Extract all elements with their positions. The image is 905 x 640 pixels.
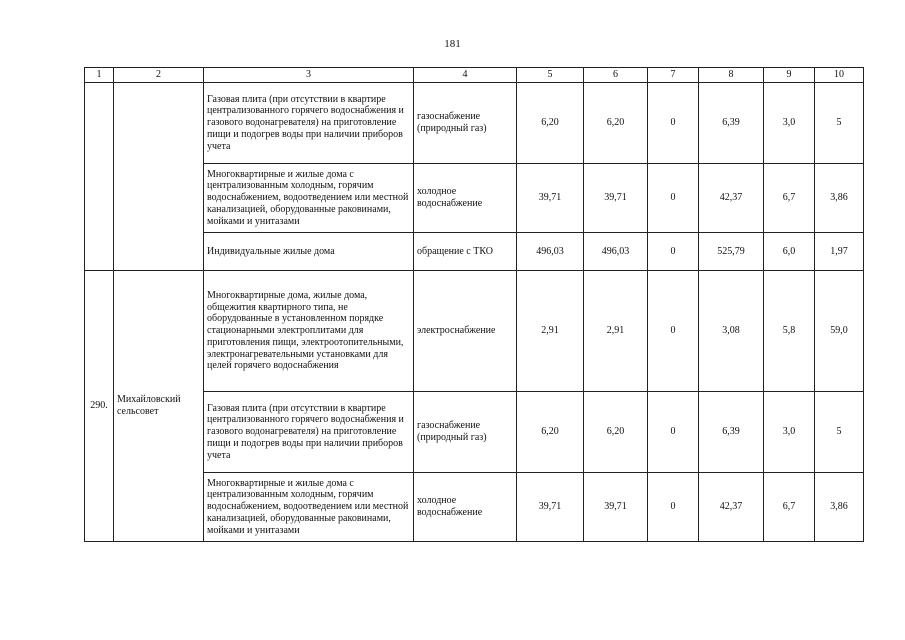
header-cell: 10	[815, 68, 864, 83]
header-cell: 9	[764, 68, 815, 83]
value-cell: 3,0	[764, 392, 815, 473]
service-cell: электроснабжение	[414, 271, 517, 392]
header-cell: 5	[517, 68, 584, 83]
value-cell: 5	[815, 83, 864, 164]
settlement-number	[85, 83, 114, 271]
value-cell: 6,20	[517, 392, 584, 473]
value-cell: 39,71	[517, 164, 584, 233]
value-cell: 0	[648, 473, 699, 542]
value-cell: 496,03	[584, 233, 648, 271]
value-cell: 6,39	[699, 83, 764, 164]
settlement-number: 290.	[85, 271, 114, 542]
description-cell: Многоквартирные и жилые дома с централизованным холодным, горячим водоснабжением, водоотведением или местной канализацией, оборудованные раковинами, мойками и унитазами	[204, 164, 414, 233]
value-cell: 42,37	[699, 164, 764, 233]
value-cell: 0	[648, 392, 699, 473]
value-cell: 1,97	[815, 233, 864, 271]
description-cell: Многоквартирные дома, жилые дома, общежития квартирного типа, не оборудованные в установленном порядке стационарными электроплитами для приготовления пищи, электроотопительными, электронагревательными установками для целей горячего водоснабжения	[204, 271, 414, 392]
value-cell: 496,03	[517, 233, 584, 271]
description-cell: Газовая плита (при отсутствии в квартире централизованного горячего водоснабжения и газового водонагревателя) на приготовление пищи и подогрев воды при наличии приборов учета	[204, 392, 414, 473]
description-cell: Газовая плита (при отсутствии в квартире централизованного горячего водоснабжения и газового водонагревателя) на приготовление пищи и подогрев воды при наличии приборов учета	[204, 83, 414, 164]
value-cell: 2,91	[517, 271, 584, 392]
service-cell: обращение с ТКО	[414, 233, 517, 271]
value-cell: 6,20	[584, 83, 648, 164]
header-cell: 2	[114, 68, 204, 83]
value-cell: 3,86	[815, 473, 864, 542]
value-cell: 0	[648, 271, 699, 392]
service-cell: холодное водоснабжение	[414, 164, 517, 233]
settlement-name	[114, 83, 204, 271]
header-cell: 4	[414, 68, 517, 83]
value-cell: 5,8	[764, 271, 815, 392]
settlement-name: Михайловский сельсовет	[114, 271, 204, 542]
value-cell: 5	[815, 392, 864, 473]
description-cell: Многоквартирные и жилые дома с централизованным холодным, горячим водоснабжением, водоотведением или местной канализацией, оборудованные раковинами, мойками и унитазами	[204, 473, 414, 542]
value-cell: 3,08	[699, 271, 764, 392]
value-cell: 39,71	[584, 164, 648, 233]
value-cell: 2,91	[584, 271, 648, 392]
header-cell: 1	[85, 68, 114, 83]
value-cell: 59,0	[815, 271, 864, 392]
value-cell: 6,39	[699, 392, 764, 473]
header-cell: 8	[699, 68, 764, 83]
header-cell: 6	[584, 68, 648, 83]
header-row	[85, 68, 864, 83]
header-cell: 7	[648, 68, 699, 83]
page-number: 181	[444, 38, 461, 50]
value-cell: 39,71	[517, 473, 584, 542]
tariff-table	[84, 67, 864, 542]
value-cell: 42,37	[699, 473, 764, 542]
header-cell: 3	[204, 68, 414, 83]
value-cell: 6,7	[764, 473, 815, 542]
table-row	[85, 271, 864, 392]
value-cell: 6,20	[584, 392, 648, 473]
value-cell: 0	[648, 233, 699, 271]
value-cell: 39,71	[584, 473, 648, 542]
value-cell: 3,86	[815, 164, 864, 233]
value-cell: 0	[648, 83, 699, 164]
value-cell: 6,7	[764, 164, 815, 233]
table-row	[85, 83, 864, 164]
value-cell: 6,0	[764, 233, 815, 271]
description-cell: Индивидуальные жилые дома	[204, 233, 414, 271]
service-cell: газоснабжение (природный газ)	[414, 83, 517, 164]
value-cell: 6,20	[517, 83, 584, 164]
value-cell: 3,0	[764, 83, 815, 164]
value-cell: 525,79	[699, 233, 764, 271]
service-cell: холодное водоснабжение	[414, 473, 517, 542]
service-cell: газоснабжение (природный газ)	[414, 392, 517, 473]
value-cell: 0	[648, 164, 699, 233]
